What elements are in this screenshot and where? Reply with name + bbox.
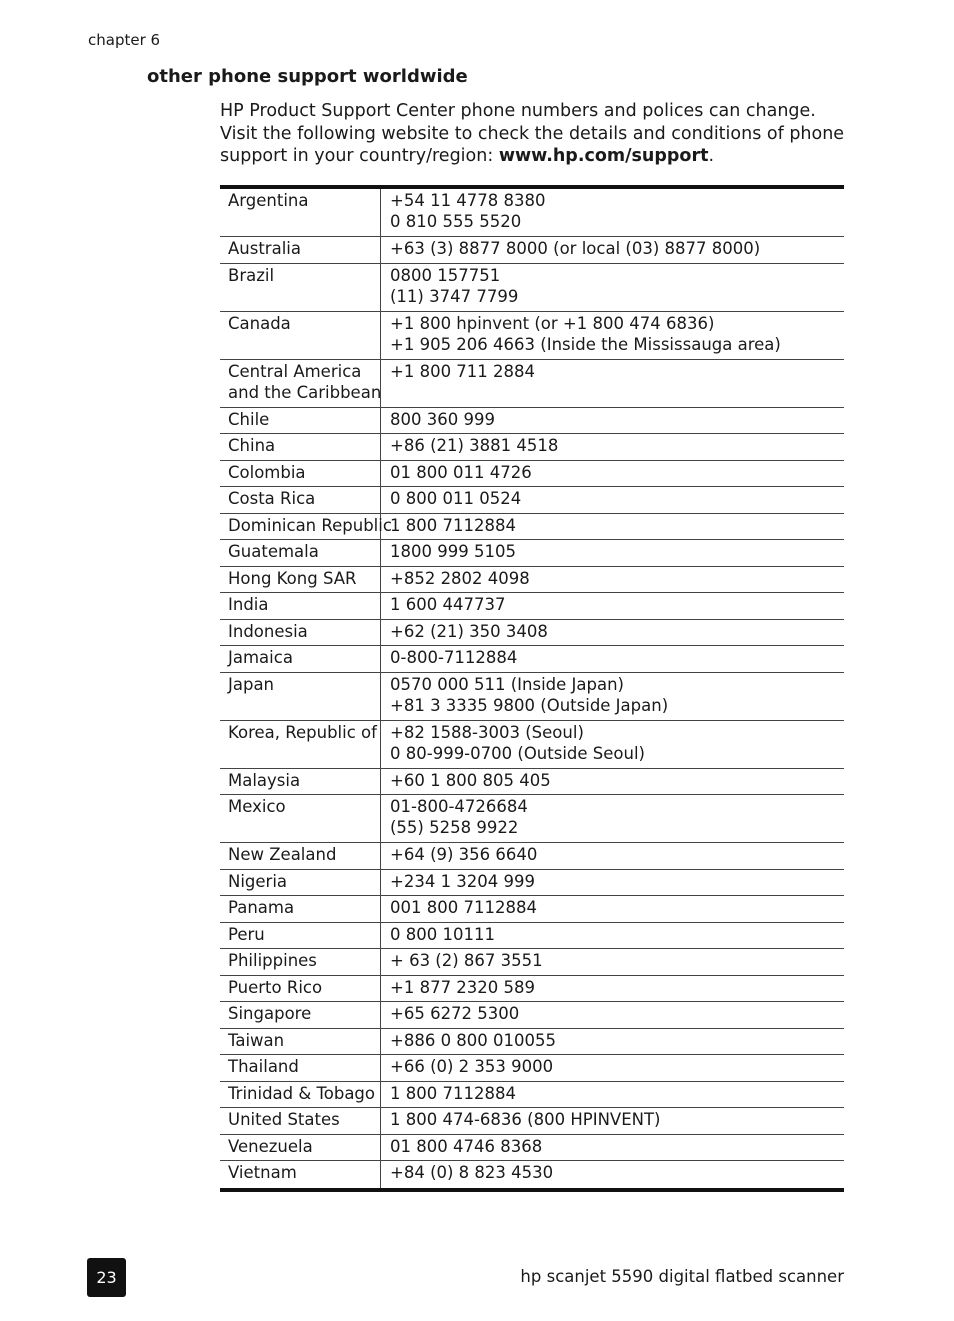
phone-number: +1 905 206 4663 (Inside the Mississauga area) (390, 334, 781, 354)
phone-cell (381, 1161, 844, 1188)
phone-number: 0 800 10111 (390, 924, 495, 944)
phone-number: 001 800 7112884 (390, 898, 537, 917)
country-cell (220, 673, 381, 720)
country-cell (220, 769, 381, 795)
phone-number: 01-800-4726684 (390, 797, 528, 816)
country-name: India (228, 595, 269, 614)
phone-cell (381, 1029, 844, 1055)
table-row (220, 567, 844, 594)
country-name: Hong Kong SAR (228, 568, 357, 588)
phone-cell (381, 1002, 844, 1028)
phone-number: 1800 999 5105 (390, 542, 516, 561)
table-row (220, 923, 844, 950)
table-row (220, 646, 844, 673)
country-cell (220, 360, 381, 407)
phone-cell (381, 721, 844, 768)
country-name: Jamaica (228, 648, 293, 667)
table-row (220, 769, 844, 796)
phone-number: 0 800 011 0524 (390, 489, 522, 508)
phone-cell (381, 1082, 844, 1108)
country-name: Indonesia (228, 621, 308, 641)
country-name: Puerto Rico (228, 977, 323, 997)
country-name: Peru (228, 924, 265, 944)
country-cell (220, 434, 381, 460)
table-row (220, 189, 844, 237)
chapter-label: chapter 6 (88, 31, 161, 49)
phone-number: +84 (0) 8 823 4530 (390, 1163, 554, 1182)
country-name: Nigeria (228, 871, 288, 891)
phone-number: +234 1 3204 999 (390, 871, 536, 891)
phone-cell (381, 976, 844, 1002)
table-row (220, 673, 844, 721)
support-link[interactable]: www.hp.com/support (498, 146, 709, 166)
country-cell (220, 896, 381, 922)
phone-cell (381, 312, 844, 359)
phone-cell (381, 237, 844, 263)
country-name: Venezuela (228, 1136, 313, 1156)
country-cell (220, 593, 381, 619)
phone-cell (381, 360, 844, 407)
phone-number: 1 800 7112884 (390, 515, 516, 535)
phone-support-table (220, 185, 844, 1192)
country-name: Taiwan (228, 1030, 285, 1050)
phone-number: +65 6272 5300 (390, 1004, 520, 1023)
country-name: and the Caribbean (228, 382, 382, 402)
country-name: Dominican Republic (228, 515, 392, 535)
phone-number: 01 800 4746 8368 (390, 1136, 543, 1156)
phone-cell (381, 461, 844, 487)
table-row (220, 620, 844, 647)
country-cell (220, 1029, 381, 1055)
table-row (220, 593, 844, 620)
country-cell (220, 976, 381, 1002)
phone-number: 1 800 7112884 (390, 1083, 516, 1103)
country-cell (220, 949, 381, 975)
table-row (220, 540, 844, 567)
phone-cell (381, 646, 844, 672)
table-row (220, 312, 844, 360)
phone-cell (381, 408, 844, 434)
phone-cell (381, 843, 844, 869)
phone-number: 800 360 999 (390, 409, 495, 429)
country-name: Panama (228, 898, 295, 917)
country-name: United States (228, 1110, 340, 1129)
phone-cell (381, 923, 844, 949)
country-cell (220, 408, 381, 434)
table-row (220, 1108, 844, 1135)
country-cell (220, 264, 381, 311)
country-cell (220, 1055, 381, 1081)
table-row (220, 408, 844, 435)
phone-number: +852 2802 4098 (390, 568, 530, 588)
phone-cell (381, 896, 844, 922)
country-name: Malaysia (228, 770, 301, 790)
country-cell (220, 646, 381, 672)
country-cell (220, 1082, 381, 1108)
country-name: Chile (228, 409, 270, 429)
phone-number: +82 1588-3003 (Seoul) (390, 722, 584, 742)
table-row (220, 1029, 844, 1056)
phone-number: 01 800 011 4726 (390, 462, 532, 482)
phone-number: +886 0 800 010055 (390, 1030, 557, 1050)
phone-cell (381, 189, 844, 236)
country-name: Vietnam (228, 1163, 297, 1182)
country-cell (220, 923, 381, 949)
country-cell (220, 237, 381, 263)
country-name: New Zealand (228, 845, 337, 864)
phone-number: 1 800 474-6836 (800 HPINVENT) (390, 1110, 661, 1129)
table-row (220, 514, 844, 541)
country-name: Brazil (228, 265, 275, 285)
country-cell (220, 870, 381, 896)
table-row (220, 487, 844, 514)
intro-end: . (708, 146, 715, 166)
phone-cell (381, 487, 844, 513)
phone-number: (55) 5258 9922 (390, 818, 519, 837)
table-row (220, 1135, 844, 1162)
phone-number: (11) 3747 7799 (390, 286, 519, 306)
country-name: Argentina (228, 191, 309, 210)
country-cell (220, 1108, 381, 1134)
country-cell (220, 189, 381, 236)
country-name: Canada (228, 313, 291, 333)
country-name: Korea, Republic of (228, 722, 377, 742)
phone-number: +81 3 3335 9800 (Outside Japan) (390, 695, 669, 715)
phone-number: +63 (3) 8877 8000 (or local (03) 8877 8000) (390, 239, 761, 258)
country-name: Thailand (228, 1057, 299, 1076)
table-row (220, 795, 844, 843)
country-name: Australia (228, 239, 301, 258)
table-row (220, 721, 844, 769)
country-cell (220, 1161, 381, 1188)
phone-number: +1 877 2320 589 (390, 977, 536, 997)
country-cell (220, 721, 381, 768)
phone-cell (381, 1108, 844, 1134)
table-row (220, 1055, 844, 1082)
table-row (220, 949, 844, 976)
table-row (220, 896, 844, 923)
country-cell (220, 1002, 381, 1028)
phone-cell (381, 620, 844, 646)
phone-number: 0-800-7112884 (390, 648, 518, 667)
country-cell (220, 514, 392, 540)
footer-product-title: hp scanjet 5590 digital flatbed scanner (520, 1267, 844, 1286)
table-row (220, 264, 844, 312)
country-name: Japan (228, 674, 275, 694)
table-row (220, 461, 844, 488)
country-name: China (228, 436, 276, 455)
phone-cell (381, 949, 844, 975)
phone-cell (381, 769, 844, 795)
phone-number: +66 (0) 2 353 9000 (390, 1057, 554, 1076)
country-cell (220, 567, 381, 593)
country-cell (220, 540, 381, 566)
country-cell (220, 620, 381, 646)
phone-number: +54 11 4778 8380 (390, 191, 546, 210)
country-cell (220, 843, 381, 869)
table-row (220, 1161, 844, 1188)
phone-number: +86 (21) 3881 4518 (390, 436, 559, 455)
phone-number: +60 1 800 805 405 (390, 770, 551, 790)
table-row (220, 870, 844, 897)
phone-number: + 63 (2) 867 3551 (390, 951, 543, 970)
country-cell (220, 312, 381, 359)
table-row (220, 360, 844, 408)
phone-number: 0570 000 511 (Inside Japan) (390, 674, 624, 694)
page-number-badge: 23 (87, 1258, 126, 1297)
phone-number: +1 800 711 2884 (390, 361, 536, 381)
phone-cell (381, 673, 844, 720)
phone-cell (381, 1055, 844, 1081)
phone-cell (381, 434, 844, 460)
table-row (220, 843, 844, 870)
phone-cell (381, 870, 844, 896)
country-cell (220, 487, 381, 513)
country-name: Singapore (228, 1004, 312, 1023)
table-row (220, 434, 844, 461)
table-row (220, 1002, 844, 1029)
section-heading: other phone support worldwide (147, 66, 468, 87)
phone-cell (381, 567, 844, 593)
table-row (220, 976, 844, 1003)
intro-paragraph (220, 100, 845, 168)
country-name: Mexico (228, 797, 286, 816)
phone-cell (381, 514, 844, 540)
phone-cell (381, 593, 844, 619)
phone-cell (381, 1135, 844, 1161)
table-row (220, 237, 844, 264)
table-row (220, 1082, 844, 1109)
country-name: Guatemala (228, 542, 319, 561)
country-cell (220, 795, 381, 842)
country-name: Central America (228, 361, 362, 381)
phone-cell (381, 795, 844, 842)
phone-number: 1 600 447737 (390, 595, 506, 614)
phone-number: 0800 157751 (390, 265, 501, 285)
country-cell (220, 1135, 381, 1161)
phone-number: +1 800 hpinvent (or +1 800 474 6836) (390, 313, 715, 333)
country-name: Trinidad & Tobago (228, 1083, 376, 1103)
country-cell (220, 461, 381, 487)
country-name: Costa Rica (228, 489, 316, 508)
country-name: Philippines (228, 951, 317, 970)
phone-cell (381, 540, 844, 566)
phone-number: +62 (21) 350 3408 (390, 621, 548, 641)
phone-number: +64 (9) 356 6640 (390, 845, 538, 864)
phone-number: 0 80-999-0700 (Outside Seoul) (390, 743, 645, 763)
intro-text: HP Product Support Center phone numbers and polices can change. Visit the following website to check the details and conditions of phone support in your country/region: (220, 101, 845, 166)
phone-number: 0 810 555 5520 (390, 212, 522, 231)
phone-cell (381, 264, 844, 311)
country-name: Colombia (228, 462, 306, 482)
